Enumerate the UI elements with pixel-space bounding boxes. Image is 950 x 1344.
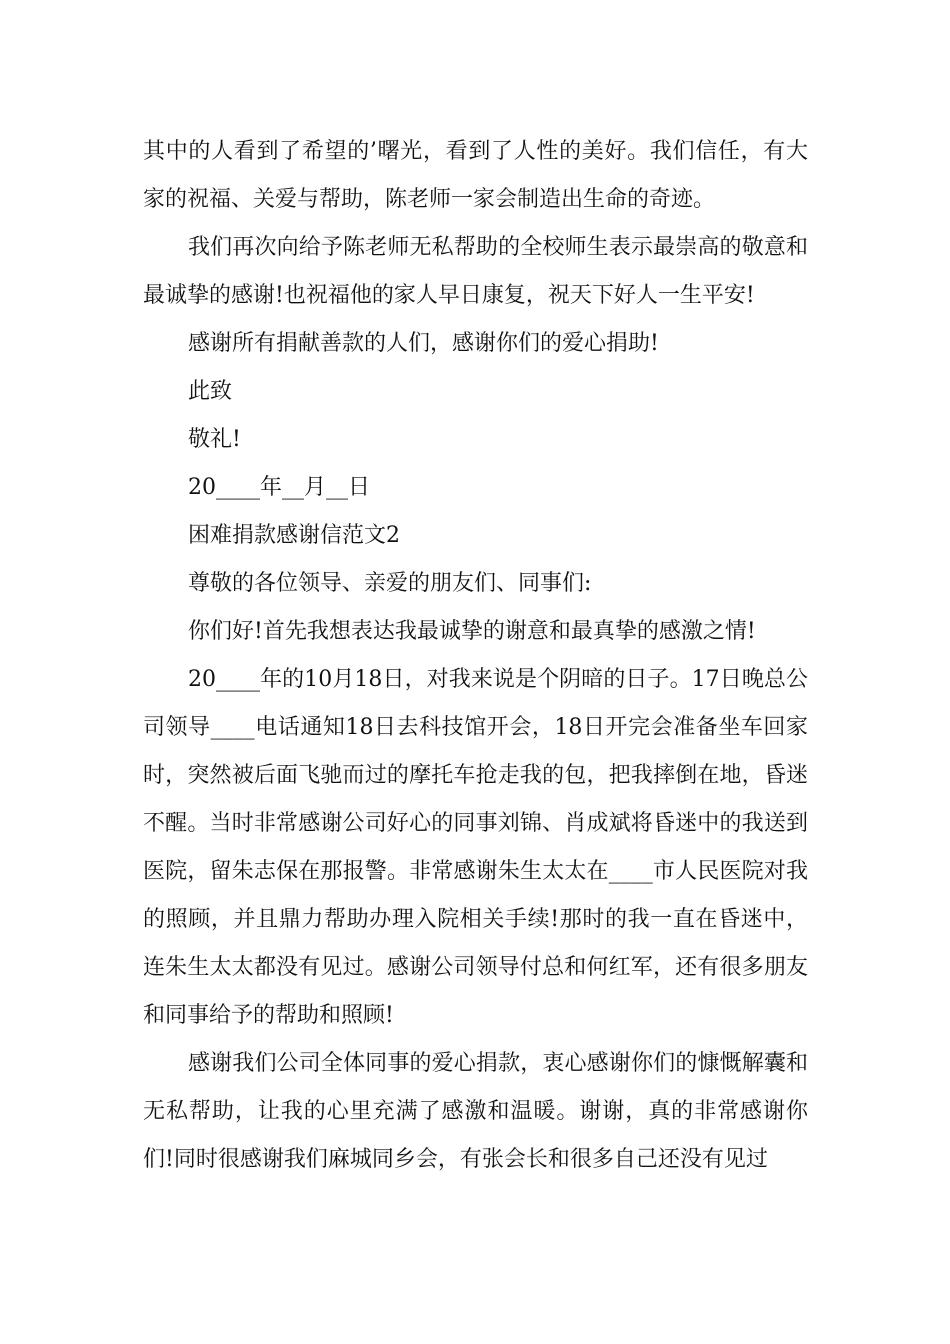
paragraph-2: 我们再次向给予陈老师无私帮助的全校师生表示最崇高的敬意和最诚挚的感谢!也祝福他的家人早日康复，祝天下好人一生平安! — [143, 235, 808, 308]
section-title: 困难捐款感谢信范文2 — [188, 523, 400, 548]
paragraph-thanks-donors: 感谢所有捐献善款的人们，感谢你们的爱心捐助! — [188, 331, 659, 356]
paragraph-1: 其中的人看到了希望的’曙光，看到了人性的美好。我们信任，有大家的祝福、关爱与帮助，陈老师一家会制造出生命的奇迹。 — [143, 139, 808, 212]
closing-salutation: 此致 — [188, 379, 233, 404]
paragraph-gratitude: 感谢我们公司全体同事的爱心捐款，衷心感谢你们的慷慨解囊和无私帮助，让我的心里充满了感激和温暖。谢谢，真的非常感谢你们!同时很感谢我们麻城同乡会，有张会长和很多自己还没有见过 — [143, 1051, 808, 1172]
opening-line: 你们好!首先我想表达我最诚挚的谢意和最真挚的感激之情! — [188, 619, 756, 644]
paragraph-incident: 20____年的10月18日，对我来说是个阴暗的日子。17日晚总公司领导____电话通知18日去科技馆开会，18日开完会准备坐车回家时，突然被后面飞驰而过的摩托车抢走我的包，把我摔倒在地，昏迷不醒。当时非常感谢公司好心的同事刘锦、肖成斌将昏迷中的我送到医院，留朱志保在那报警。非常感谢朱生太太在____市人民医院对我的照顾，并且鼎力帮助办理入院相关手续!那时的我一直在昏迷中，连朱生太太都没有见过。感谢公司领导付总和何红军，还有很多朋友和同事给予的帮助和照顾! — [143, 667, 808, 1028]
greeting-line: 尊敬的各位领导、亲爱的朋友们、同事们: — [188, 571, 592, 596]
date-line: 20____年__月__日 — [188, 475, 370, 500]
letter-body — [143, 128, 808, 1184]
closing-regards: 敬礼! — [188, 427, 241, 452]
